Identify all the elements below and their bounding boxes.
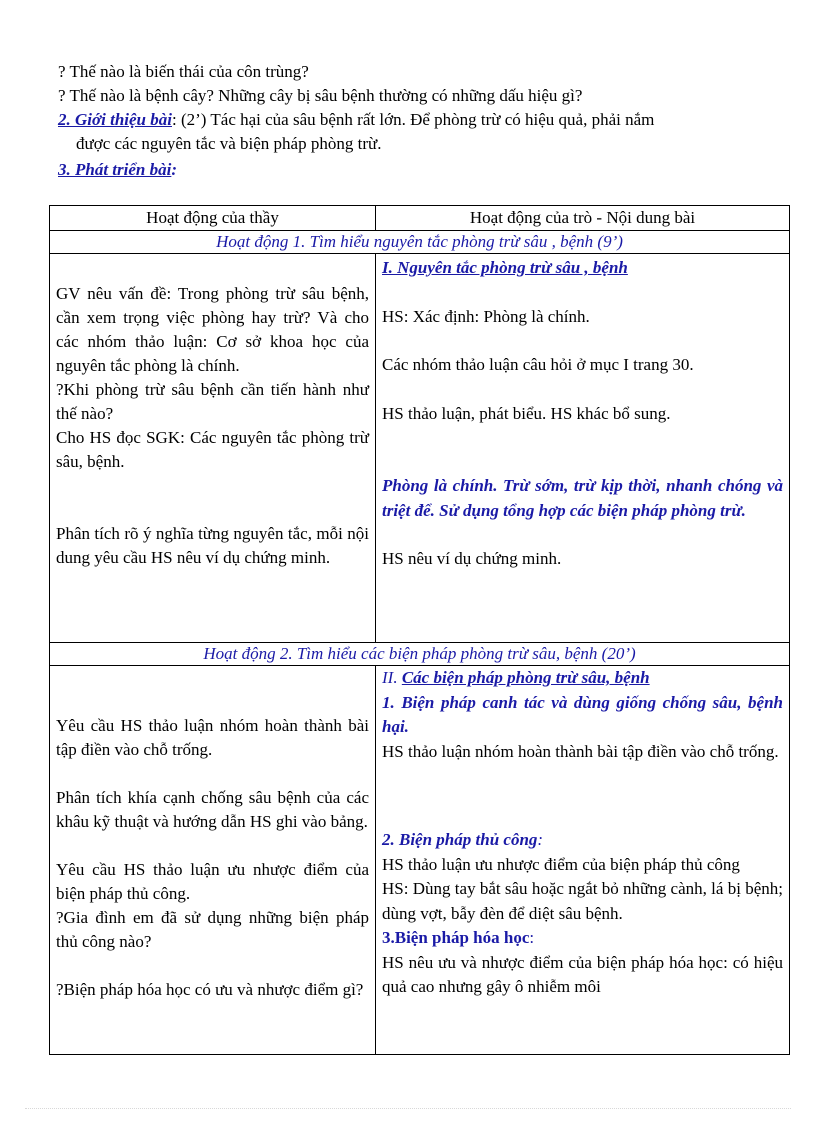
a2-right-title-num: II.	[382, 668, 398, 687]
a1-right-p4: Phòng là chính. Trừ sớm, trừ kịp thời, nhanh chóng và triệt để. Sử dụng tổng hợp các biện pháp phòng trừ.	[382, 476, 783, 520]
a1-right-p3: HS thảo luận, phát biểu. HS khác bổ sung.	[382, 403, 671, 423]
header-teacher: Hoạt động của thầy	[50, 206, 376, 231]
a2-left-p4: ?Gia đình em đã sử dụng những biện pháp thủ công nào?	[56, 908, 369, 951]
phat-trien-heading	[58, 158, 177, 182]
a2-right-s3-text: 3.Biện pháp hóa học	[382, 928, 530, 947]
a2-right-title-text: Các biện pháp phòng trừ sâu, bệnh	[401, 668, 650, 687]
a1-right-title: I. Nguyên tắc phòng trừ sâu , bệnh	[382, 258, 628, 277]
a1-right-p5: HS nêu ví dụ chứng minh.	[382, 549, 562, 568]
a1-left-p4: Phân tích rõ ý nghĩa từng nguyên tắc, mỗi nội dung yêu cầu HS nêu ví dụ chứng minh.	[56, 524, 369, 567]
a1-right-p2: Các nhóm thảo luận câu hỏi ở mục I trang 30.	[382, 355, 694, 374]
a1-left-p2: ?Khi phòng trừ sâu bệnh cần tiến hành như thế nào?	[56, 380, 369, 423]
gioi-thieu-text: : (2’) Tác hại của sâu bệnh rất lớn. Để phòng trừ có hiệu quả, phải nắm	[171, 110, 655, 129]
activity-2-student	[376, 666, 790, 1055]
a2-right-s2	[382, 828, 783, 853]
a2-right-s3	[382, 926, 783, 951]
page-footer-rule	[25, 1108, 791, 1109]
table-header-row	[50, 206, 790, 231]
a2-left-p3: Yêu cầu HS thảo luận ưu nhược điểm của biện pháp thủ công.	[56, 860, 369, 903]
a2-right-p4: HS nêu ưu và nhược điểm của biện pháp hóa học: có hiệu quả cao nhưng gây ô nhiễm môi	[382, 952, 783, 996]
a2-right-p1: HS thảo luận nhóm hoàn thành bài tập điền vào chỗ trống.	[382, 741, 779, 761]
activity-1-teacher	[50, 254, 376, 643]
activity-2-title: Hoạt động 2. Tìm hiểu các biện pháp phòng trừ sâu, bệnh (20’)	[50, 643, 790, 666]
intro-line-2: được các nguyên tắc và biện pháp phòng trừ.	[76, 134, 382, 153]
a2-right-p2: HS thảo luận ưu nhược điểm của biện pháp thủ công	[382, 854, 740, 874]
activity-2-row	[50, 643, 790, 666]
activity-1-student	[376, 254, 790, 643]
question-2: ? Thế nào là bệnh cây? Những cây bị sâu bệnh thường có những dấu hiệu gì?	[58, 86, 583, 105]
activity-1-title: Hoạt động 1. Tìm hiểu nguyên tắc phòng trừ sâu , bệnh (9’)	[50, 231, 790, 254]
a2-right-p3: HS: Dùng tay bắt sâu hoặc ngắt bỏ những cành, lá bị bệnh; dùng vợt, bẫy đèn để diệt sâu bệnh.	[382, 879, 783, 923]
activity-1-row	[50, 231, 790, 254]
lesson-table	[49, 205, 790, 1055]
a2-left-p5: ?Biện pháp hóa học có ưu và nhược điểm gì?	[56, 980, 364, 999]
a1-left-p1: GV nêu vấn đề: Trong phòng trừ sâu bệnh, cần xem trọng việc phòng hay trừ? Và cho các nhóm thảo luận: Cơ sở khoa học của nguyên tắc phòng là chính.	[56, 284, 369, 375]
intro-line	[58, 108, 654, 132]
a1-right-p1: HS: Xác định: Phòng là chính.	[382, 306, 590, 326]
a2-right-s2-colon: :	[537, 830, 544, 849]
a2-right-title	[382, 666, 783, 691]
phat-trien-colon: :	[171, 160, 178, 179]
a2-right-s1: 1. Biện pháp canh tác và dùng giống chống sâu, bệnh hại.	[382, 692, 783, 736]
a2-left-p2: Phân tích khía cạnh chống sâu bệnh của các khâu kỹ thuật và hướng dẫn HS ghi vào bảng.	[56, 788, 369, 831]
question-1: ? Thế nào là biến thái của côn trùng?	[58, 62, 309, 81]
activity-2-content	[50, 666, 790, 1055]
phat-trien-label: 3. Phát triển bài	[58, 160, 172, 179]
a2-right-s2-text: 2. Biện pháp thủ công	[382, 830, 538, 849]
gioi-thieu-label: 2. Giới thiệu bài	[58, 110, 172, 129]
a1-left-p3: Cho HS đọc SGK: Các nguyên tắc phòng trừ sâu, bệnh.	[56, 428, 369, 471]
header-student: Hoạt động của trò - Nội dung bài	[376, 206, 790, 231]
a2-left-p1: Yêu cầu HS thảo luận nhóm hoàn thành bài tập điền vào chỗ trống.	[56, 716, 369, 759]
activity-1-content	[50, 254, 790, 643]
activity-2-teacher	[50, 666, 376, 1055]
a2-right-s3-colon: :	[529, 928, 535, 947]
